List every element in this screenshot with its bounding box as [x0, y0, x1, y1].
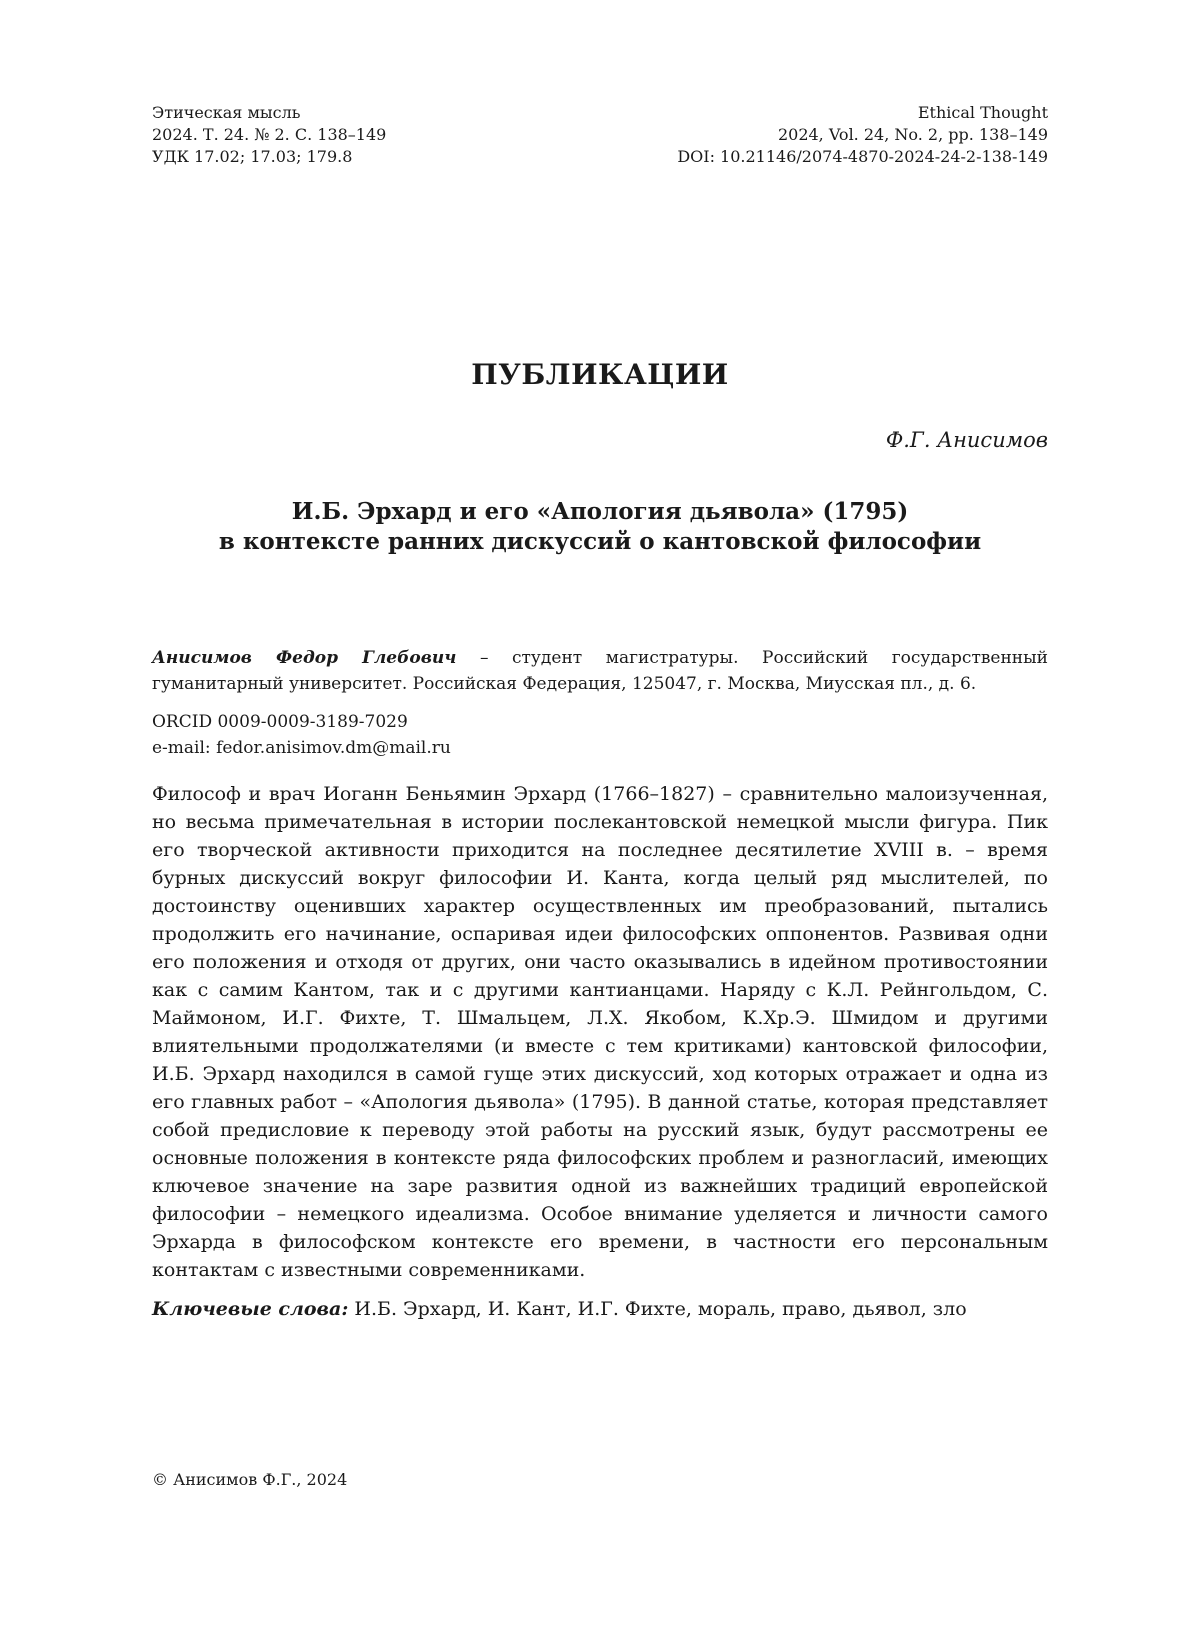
udc-codes: УДК 17.02; 17.03; 179.8 — [152, 147, 353, 166]
article-title-line-2: в контексте ранних дискуссий о кантовской философии — [218, 528, 982, 555]
author-info-description: – студент магистратуры. Российский государственный гуманитарный университет. Российская Федерация, 125047, г. Москва, Миусская пл., д. 6. — [152, 648, 1049, 694]
journal-name-ru: Этическая мысль — [152, 103, 301, 122]
issue-info-en: 2024, Vol. 24, No. 2, pp. 138–149 — [777, 125, 1048, 144]
issue-info-ru: 2024. Т. 24. № 2. С. 138–149 — [152, 125, 387, 144]
journal-name-en: Ethical Thought — [917, 103, 1048, 122]
section-title: ПУБЛИКАЦИИ — [471, 358, 729, 391]
keywords — [152, 1295, 1048, 1323]
article-author: Ф.Г. Анисимов — [885, 428, 1048, 452]
author-info — [152, 645, 1048, 697]
header-right — [677, 102, 1048, 168]
keywords-text: И.Б. Эрхард, И. Кант, И.Г. Фихте, мораль, право, дьявол, зло — [348, 1298, 967, 1320]
author-contacts — [152, 709, 451, 761]
copyright: © Анисимов Ф.Г., 2024 — [152, 1470, 348, 1489]
email[interactable]: e-mail: fedor.anisimov.dm@mail.ru — [152, 738, 451, 758]
abstract: Философ и врач Иоганн Беньямин Эрхард (1766–1827) – сравнительно малоизученная, но весьма примечательная в истории послекантовской немецкой мысли фигура. Пик его творческой активности приходится на последнее десятилетие XVIII в. – время бурных дискуссий вокруг философии И. Канта, когда целый ряд мыслителей, по достоинству оценивших характер осуществленных им преобразований, пытались продолжить его начинание, оспаривая идеи философских оппонентов. Развивая одни его положения и отходя от других, они часто оказывались в идейном противостоянии как с самим Кантом, так и с другими кантианцами. Наряду с К.Л. Рейнгольдом, С. Маймоном, И.Г. Фихте, Т. Шмальцем, Л.Х. Якобом, К.Хр.Э. Шмидом и другими влиятельными продолжателями (и вместе с тем критиками) кантовской философии, И.Б. Эрхард находился в самой гуще этих дискуссий, ход которых отражает и одна из его главных работ – «Апология дьявола» (1795). В данной статье, которая представляет собой предисловие к переводу этой работы на русский язык, будут рассмотрены ее основные положения в контексте ряда философских проблем и разногласий, имеющих ключевое значение на заре развития одной из важнейших традиций европейской философии – немецкого идеализма. Особое внимание уделяется и личности самого Эрхарда в философском контексте его времени, в частности его персональным контактам с известными современниками. — [152, 783, 1048, 1281]
article-title-line-1: И.Б. Эрхард и его «Апология дьявола» (1795) — [291, 498, 909, 525]
orcid: ORCID 0009-0009-3189-7029 — [152, 712, 408, 732]
keywords-label: Ключевые слова: — [152, 1298, 349, 1320]
header-left — [152, 102, 386, 168]
article-title — [152, 497, 1048, 557]
doi: DOI: 10.21146/2074-4870-2024-24-2-138-149 — [677, 147, 1048, 166]
author-info-name: Анисимов Федор Глебович — [152, 648, 457, 668]
